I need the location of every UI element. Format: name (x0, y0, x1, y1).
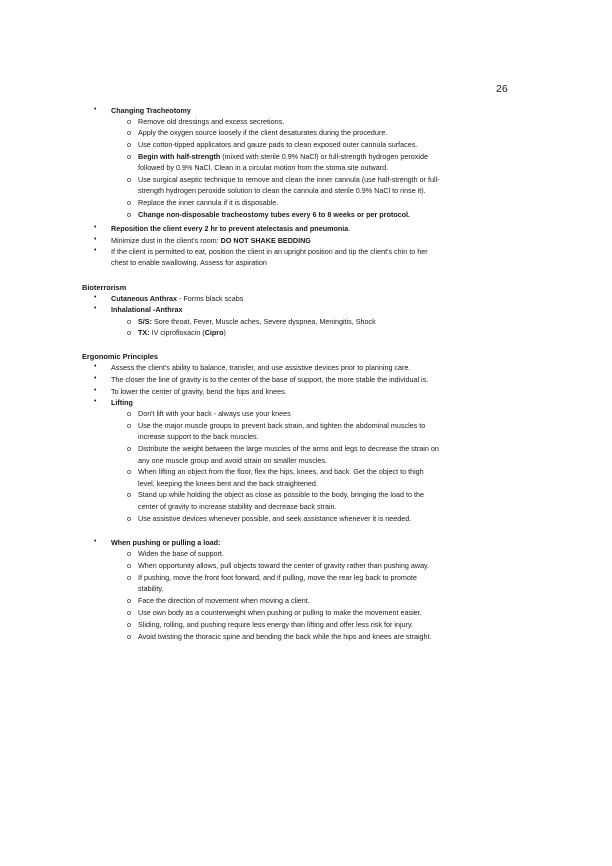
text: (mixed with sterile 0.9% NaCl) or full-strength hydrogen peroxide (220, 152, 428, 161)
sub-bullet: o (127, 210, 131, 219)
sub-bullet: o (127, 596, 131, 605)
list-item-cont: center of gravity to increase stability and decrease back strain. (138, 502, 337, 511)
bold-text: Begin with half-strength (138, 152, 221, 161)
list-item (138, 328, 226, 338)
list-item: If pushing, move the front foot forward, and if pulling, move the rear leg back to promote (138, 573, 417, 582)
text: Minimize dust in the client's room: (111, 236, 221, 245)
list-item-cont: followed by 0.9% NaCl. Clean in a circular motion from the stoma site outward. (138, 163, 389, 172)
bullet: • (94, 236, 97, 243)
bullet: • (94, 247, 97, 254)
list-item (111, 294, 243, 304)
list-item: Lifting (111, 398, 133, 407)
sub-bullet: o (127, 620, 131, 629)
bullet: • (94, 224, 97, 231)
sub-bullet: o (127, 608, 131, 617)
sub-bullet: o (127, 514, 131, 523)
bullet: • (94, 387, 97, 394)
list-item: Distribute the weight between the large muscles of the arms and legs to decrease the strain on (138, 444, 439, 453)
bold-text: Cutaneous Anthrax (111, 294, 178, 303)
list-item: Replace the inner cannula if it is disposable. (138, 198, 279, 207)
sub-bullet: o (127, 573, 131, 582)
list-item: The closer the line of gravity is to the center of the base of support, the more stable the individual is. (111, 375, 429, 384)
bullet: • (94, 305, 97, 312)
sub-bullet: o (127, 467, 131, 476)
bullet: • (94, 106, 97, 113)
list-item: To lower the center of gravity, bend the hips and knees. (111, 387, 287, 396)
list-item: Sliding, rolling, and pushing require less energy than lifting and offer less risk for injury. (138, 620, 414, 629)
list-item: When opportunity allows, pull objects toward the center of gravity rather than pushing away. (138, 561, 430, 570)
sub-bullet: o (127, 175, 131, 184)
section-title-ergonomic: Ergonomic Principles (82, 352, 158, 361)
list-item: Remove old dressings and excess secretions. (138, 117, 285, 126)
page-number: 26 (496, 83, 508, 95)
list-item-cont: stability. (138, 584, 164, 593)
bullet: • (94, 538, 97, 545)
sub-bullet: o (127, 140, 131, 149)
list-item: If the client is permitted to eat, position the client in an upright position and tip the client's chin to her (111, 247, 428, 256)
text: Sore throat, Fever, Muscle aches, Severe dyspnea, Meningitis, Shock (151, 317, 376, 326)
list-item: Avoid twisting the thoracic spine and bending the back while the hips and knees are straight. (138, 632, 432, 641)
list-item: Use cotton-tipped applicators and gauze pads to clean exposed outer cannula surfaces. (138, 140, 418, 149)
text: ) (223, 328, 226, 337)
bold-text: Reposition the client every 2 hr to prevent atelectasis and pneumonia (111, 224, 349, 233)
list-item-cont: any one muscle group and avoid strain on smaller muscles. (138, 456, 327, 465)
text: IV ciprofloxacin ( (149, 328, 205, 337)
list-item: Use own body as a counterweight when pushing or pulling to make the movement easier. (138, 608, 422, 617)
section-title-bioterrorism: Bioterrorism (82, 283, 127, 292)
text: . (348, 224, 351, 233)
list-item (111, 236, 311, 246)
list-item (111, 224, 350, 234)
list-item: Stand up while holding the object as close as possible to the body, bringing the load to the (138, 490, 424, 499)
list-item-cont: strength hydrogen peroxide solution to clean the cannula and sterile 0.9% NaCl to rinse it). (138, 186, 426, 195)
list-item-cont: level, keeping the knees bent and the back straightened. (138, 479, 318, 488)
sub-bullet: o (127, 632, 131, 641)
list-item: Apply the oxygen source loosely if the client desaturates during the procedure. (138, 128, 388, 137)
bullet: • (94, 398, 97, 405)
list-item: Use the major muscle groups to prevent back strain, and tighten the abdominal muscles to (138, 421, 426, 430)
list-item (138, 152, 428, 162)
section-title-tracheotomy: Changing Tracheotomy (111, 106, 191, 115)
bold-text: DO NOT SHAKE BEDDING (220, 236, 311, 245)
list-item-cont: chest to enable swallowing. Assess for aspiration (111, 258, 267, 267)
list-item: Don't lift with your back - always use your knees (138, 409, 291, 418)
list-item: When pushing or pulling a load: (111, 538, 221, 547)
list-item: Use surgical aseptic technique to remove and clean the inner cannula (use half-strength or full- (138, 175, 440, 184)
list-item: Widen the base of support. (138, 549, 224, 558)
sub-bullet: o (127, 409, 131, 418)
list-item: When lifting an object from the floor, flex the hips, knees, and back. Get the object to thigh (138, 467, 424, 476)
list-item: Inhalational -Anthrax (111, 305, 183, 314)
list-item (138, 317, 376, 327)
list-item: Change non-disposable tracheostomy tubes every 6 to 8 weeks or per protocol. (138, 210, 410, 219)
list-item: Face the direction of movement when moving a client. (138, 596, 310, 605)
list-item: Use assistive devices whenever possible, and seek assistance whenever it is needed. (138, 514, 412, 523)
sub-bullet: o (127, 490, 131, 499)
sub-bullet: o (127, 549, 131, 558)
sub-bullet: o (127, 117, 131, 126)
list-item-cont: increase support to the back muscles. (138, 432, 259, 441)
sub-bullet: o (127, 444, 131, 453)
sub-bullet: o (127, 317, 131, 326)
sub-bullet: o (127, 328, 131, 337)
sub-bullet: o (127, 421, 131, 430)
bullet: • (94, 363, 97, 370)
list-item: Assess the client's ability to balance, transfer, and use assistive devices prior to planning care. (111, 363, 411, 372)
bold-text: TX: (138, 328, 150, 337)
sub-bullet: o (127, 561, 131, 570)
bold-text: Cipro (204, 328, 224, 337)
text: - Forms black scabs (177, 294, 244, 303)
sub-bullet: o (127, 152, 131, 161)
bold-text: S/S: (138, 317, 152, 326)
sub-bullet: o (127, 198, 131, 207)
bullet: • (94, 375, 97, 382)
bullet: • (94, 294, 97, 301)
sub-bullet: o (127, 128, 131, 137)
